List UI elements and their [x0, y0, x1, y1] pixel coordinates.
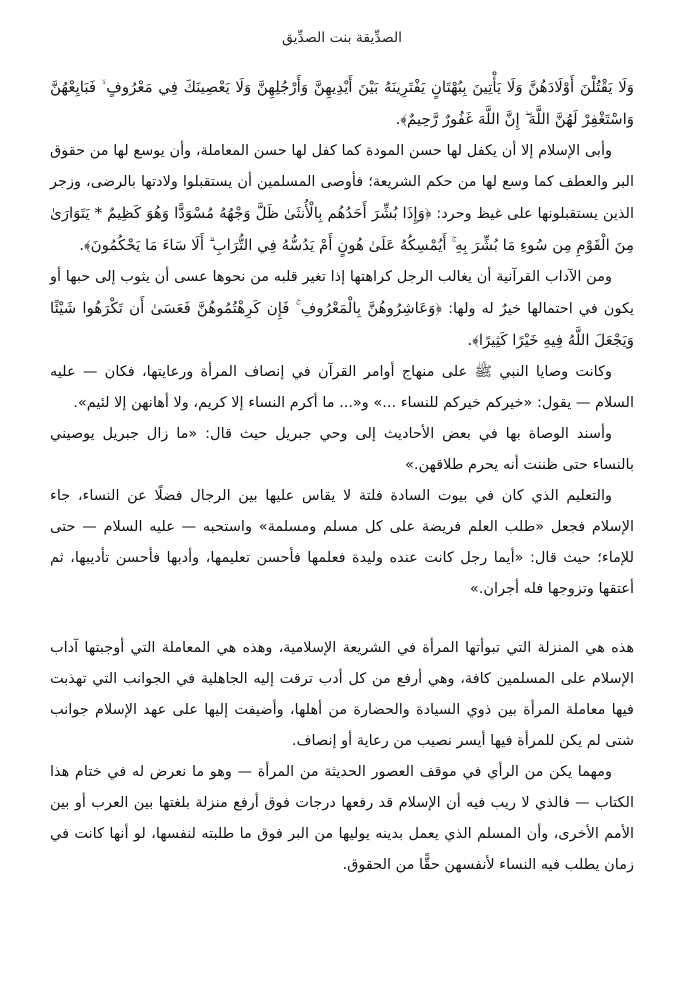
quran-verse: ﴿وَعَاشِرُوهُنَّ بِالْمَعْرُوفِ ۚ فَإِن كَرِهْتُمُوهُنَّ فَعَسَىٰ أَن تَكْرَهُوا شَيْئًا وَيَجْعَلَ اللَّهُ فِيهِ خَيْرًا كَثِيرًا﴾.	[50, 299, 634, 349]
paragraph-text: ومن الآداب القرآنية أن يغالب الرجل كراهتها إذا تغير قلبه من نحوها عسى أن يثوب إلى حبها أو يكون في احتمالها خيرٌ له ولها:	[50, 269, 634, 317]
paragraph-prophet-advice: وكانت وصايا النبي ﷺ على منهاج أوامر القرآن في إنصاف المرأة ورعايتها، فكان — عليه السلام — يقول: «خيركم خيركم للنساء ...» و«... ما أكرم النساء إلا كريم، ولا أهانهن إلا لئيم».	[50, 364, 634, 411]
quran-verse: وَلَا يَقْتُلْنَ أَوْلَادَهُنَّ وَلَا يَأْتِينَ بِبُهْتَانٍ يَفْتَرِينَهُ بَيْنَ أَيْدِيهِنَّ وَأَرْجُلِهِنَّ وَلَا يَعْصِينَكَ فِي مَعْرُوفٍ ۙ فَبَايِعْهُنَّ وَاسْتَغْفِرْ لَهُنَّ اللَّهَ ۖ إِنَّ اللَّهَ غَفُورٌ رَّحِيمٌ﴾.	[50, 78, 634, 128]
paragraph-jibril: وأسند الوصاة بها في بعض الأحاديث إلى وحي جبريل حيث قال: «ما زال جبريل يوصيني بالنساء حتى ظننت أنه يحرم طلاقهن.»	[50, 426, 634, 473]
paragraph-education: والتعليم الذي كان في بيوت السادة فلتة لا يقاس عليها بين الرجال فضلًا عن النساء، جاء الإسلام فجعل «طلب العلم فريضة على كل مسلم ومسلمة» واستحبه — عليه السلام — حتى للإماء؛ حيث قال: «أيما رجل كانت عنده وليدة فعلمها فأحسن تعليمها، وأدبها فأحسن تأديبها، ثم أعتقها وتزوجها فله أجران.»	[50, 488, 634, 597]
paragraph-affection	[50, 136, 634, 262]
paragraph-text: وأبى الإسلام إلا أن يكفل لها حسن المودة كما كفل لها حسن المعاملة، وأن يوسع لها من حقوق البر والعطف كما وسع لها من حكم الشريعة؛ فأوصى المسلمين أن يستقبلوا ولادتها بالرضى، وزجر الذين يستقبلونها على غيظ وحرد:	[50, 143, 634, 222]
paragraph-quranic-manners	[50, 262, 634, 357]
running-header: الصدِّيقة بنت الصدِّيق	[281, 30, 403, 46]
paragraph-modern-times: ومهما يكن من الرأي في موقف العصور الحديثة من المرأة — وهو ما نعرض له في ختام هذا الكتاب — فالذي لا ريب فيه أن الإسلام قد رفعها درجات فوق أرفع منزلة بلغتها بين العرب أو بين الأمم الأخرى، وأن المسلم الذي يعمل بدينه يوليها من البر فوق ما طلبته لنفسها، لو أنها كانت في زمان يطلب فيه النساء لأنفسهن حقًّا من الحقوق.	[50, 764, 634, 873]
paragraph-status: هذه هي المنزلة التي تبوأتها المرأة في الشريعة الإسلامية، وهذه هي المعاملة التي أوجبتها آداب الإسلام على المسلمين كافة، وهي أرفع من كل أدب ترقت إليه الجاهلية في الجوانب التي تهذبت فيها معاملة المرأة بين ذوي السيادة والحضارة من أهلها، وأضيفت إليها على عهد الإسلام جوانب شتى لم يكن للمرأة فيها أيسر نصيب من رعاية أو إنصاف.	[50, 640, 634, 749]
body-text	[50, 72, 634, 881]
paragraph-verse-pledge	[50, 72, 634, 136]
section-gap	[50, 605, 634, 633]
quran-verse: ﴿وَإِذَا بُشِّرَ أَحَدُهُم بِالْأُنثَىٰ ظَلَّ وَجْهُهُ مُسْوَدًّا وَهُوَ كَظِيمٌ * يَتَوَارَىٰ مِنَ الْقَوْمِ مِن سُوءِ مَا بُشِّرَ بِهِ ۚ أَيُمْسِكُهُ عَلَىٰ هُونٍ أَمْ يَدُسُّهُ فِي التُّرَابِ ۗ أَلَا سَاءَ مَا يَحْكُمُونَ﴾.	[50, 204, 634, 254]
